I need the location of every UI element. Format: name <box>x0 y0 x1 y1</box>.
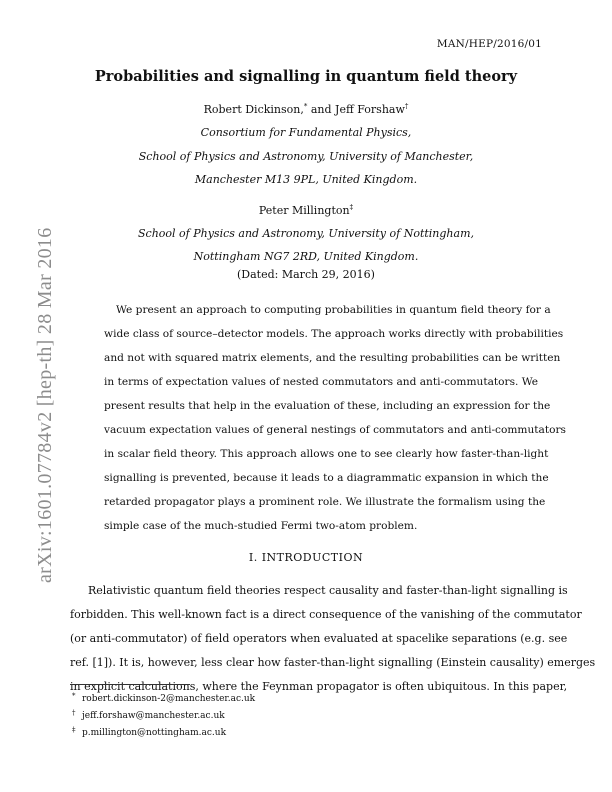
footnote <box>72 688 255 705</box>
body-line: (or anti-commutator) of field operators when evaluated at spacelike separations (e.g. see <box>70 632 568 645</box>
body-line: Relativistic quantum field theories respect causality and faster-than-light signalling is <box>88 584 568 597</box>
author-mark-3: ‡ <box>349 203 354 212</box>
author-name-3: Peter Millington <box>258 204 350 217</box>
footnote <box>72 722 255 739</box>
author-line-2 <box>0 204 612 217</box>
section-heading: I. INTRODUCTION <box>248 551 364 564</box>
body-line: ref. [1]). It is, however, less clear how faster-than-light signalling (Einstein causality) emerges <box>70 656 596 669</box>
report-number: MAN/HEP/2016/01 <box>436 38 542 50</box>
abstract-line: simple case of the much-studied Fermi two-atom problem. <box>104 520 418 532</box>
abstract-line: present results that help in the evaluation of these, including an expression for the <box>104 400 551 412</box>
paper-title: Probabilities and signalling in quantum field theory <box>94 68 518 85</box>
abstract-line: in scalar field theory. This approach allows one to see clearly how faster-than-light <box>104 448 549 460</box>
footnote-email: p.millington@nottingham.ac.uk <box>82 728 227 738</box>
affiliation-line: School of Physics and Astronomy, University of Manchester, <box>138 150 474 163</box>
footnote <box>72 705 255 722</box>
footnote-mark: * <box>72 692 76 700</box>
abstract <box>104 298 566 538</box>
footnote-email: robert.dickinson-2@manchester.ac.uk <box>82 694 256 704</box>
affiliation-line: Consortium for Fundamental Physics, <box>200 126 412 139</box>
footnote-email: jeff.forshaw@manchester.ac.uk <box>82 711 225 721</box>
abstract-line: wide class of source–detector models. The approach works directly with probabilities <box>104 328 564 340</box>
author-name-2: and Jeff Forshaw <box>307 103 405 116</box>
abstract-line: signalling is prevented, because it leads to a diagrammatic expansion in which the <box>104 472 549 484</box>
affiliation-line: Nottingham NG7 2RD, United Kingdom. <box>193 250 419 263</box>
abstract-line: and not with squared matrix elements, and the resulting probabilities can be written <box>104 352 561 364</box>
body-text <box>70 579 596 699</box>
author-name-1: Robert Dickinson, <box>203 103 304 116</box>
affiliation-line: School of Physics and Astronomy, University of Nottingham, <box>138 227 474 240</box>
footnote-mark: † <box>72 709 76 717</box>
body-line: forbidden. This well-known fact is a direct consequence of the vanishing of the commutator <box>70 608 582 621</box>
footnote-divider <box>70 684 190 685</box>
footnotes <box>72 688 255 739</box>
dated-line: (Dated: March 29, 2016) <box>237 268 375 281</box>
body-line: in explicit calculations, where the Feynman propagator is often ubiquitous. In this paper, <box>70 680 568 693</box>
arxiv-identifier: arXiv:1601.07784v2 [hep-th] 28 Mar 2016 <box>34 227 56 583</box>
abstract-line: in terms of expectation values of nested commutators and anti-commutators. We <box>104 376 539 388</box>
abstract-line: vacuum expectation values of general nestings of commutators and anti-commutators <box>104 424 566 436</box>
abstract-line: retarded propagator plays a prominent role. We illustrate the formalism using the <box>104 496 546 508</box>
abstract-line: We present an approach to computing probabilities in quantum field theory for a <box>116 304 551 316</box>
footnote-mark: ‡ <box>72 726 76 734</box>
affiliation-line: Manchester M13 9PL, United Kingdom. <box>194 173 418 186</box>
author-line-1 <box>0 103 612 116</box>
author-mark-2: † <box>404 102 409 111</box>
author-mark-1: * <box>303 102 308 111</box>
arxiv-stamp <box>0 0 56 792</box>
